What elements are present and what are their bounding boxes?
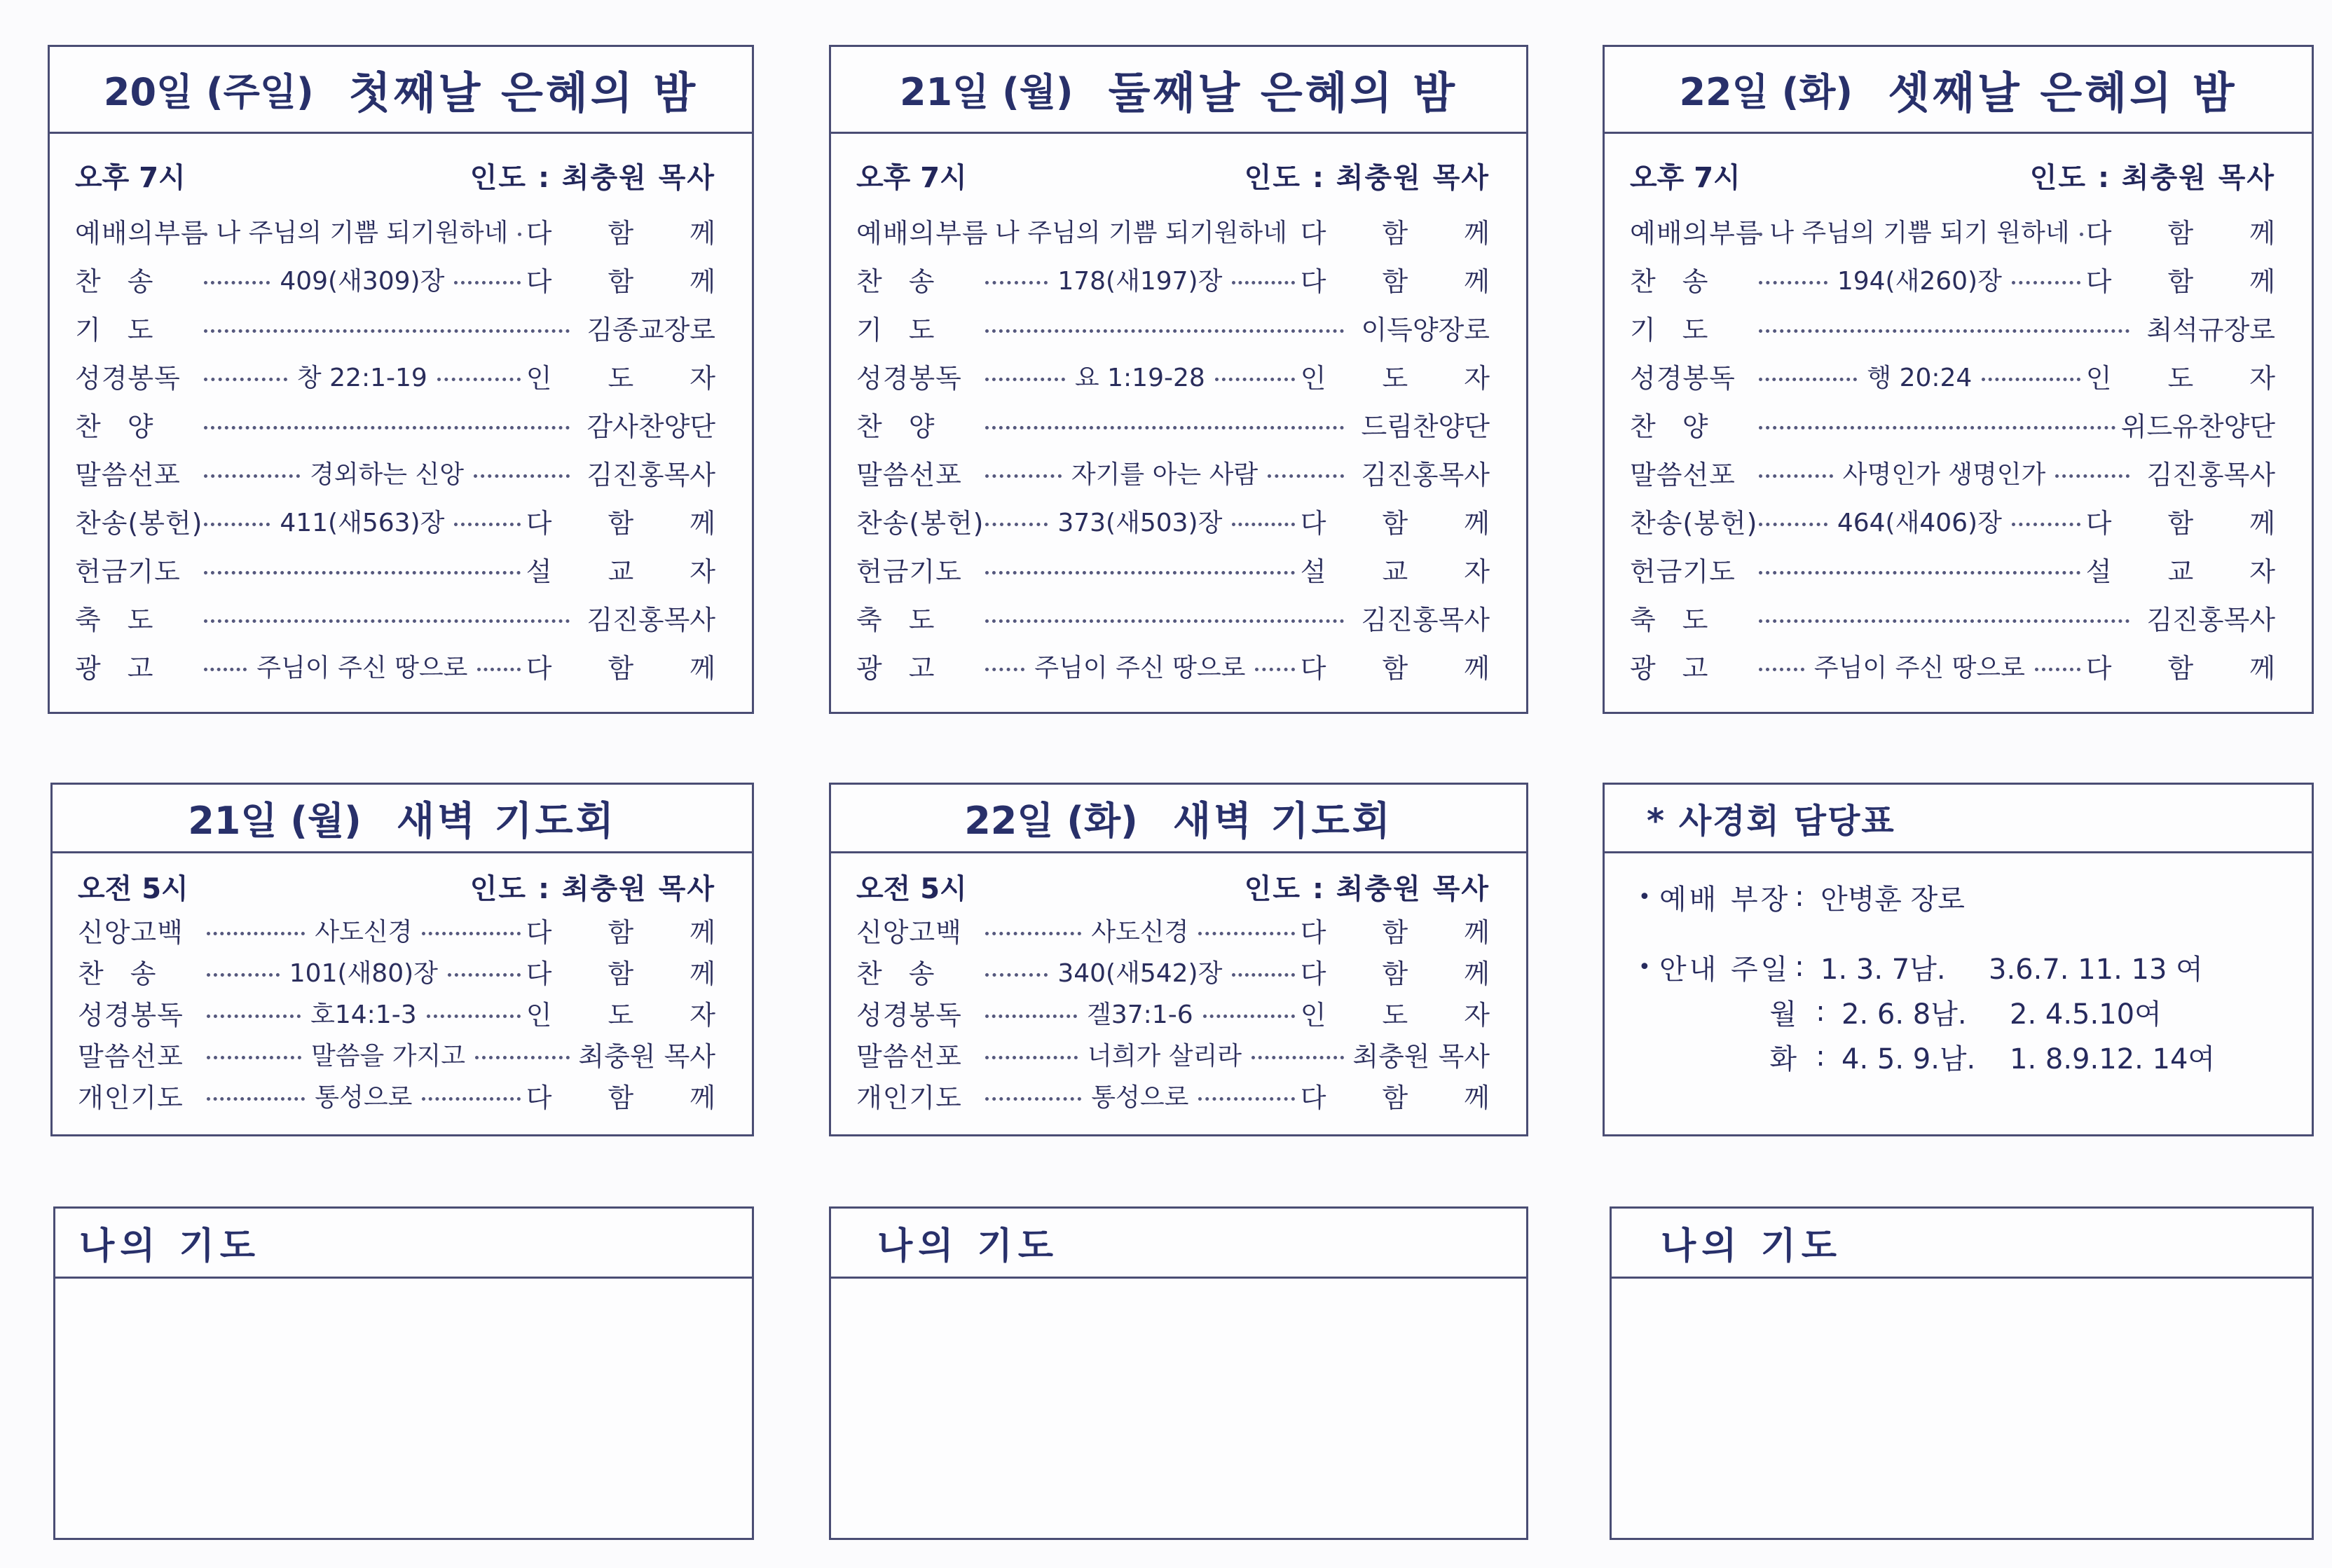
program-row: 찬송(봉헌) 373(새503)장 다 함 께 xyxy=(856,508,1514,539)
program-row: 찬송(봉헌) 411(새563)장 다 함 께 xyxy=(75,508,739,539)
program-row: 헌금기도 설 교 자 xyxy=(1630,556,2299,587)
evening-leader-2: 인도 : 최충원 목사 xyxy=(1244,161,1490,194)
dawn-rows-1 xyxy=(53,909,752,1116)
my-prayer-header-3 xyxy=(1612,1209,2312,1279)
program-row: 찬송 178(새197)장 다 함 께 xyxy=(856,266,1514,297)
program-row: 말씀선포 사명인가 생명인가 김진홍목사 xyxy=(1630,460,2275,490)
program-row: 개인기도 통성으로 다 함 께 xyxy=(78,1082,739,1113)
program-row: 기도 김종교장로 xyxy=(75,315,715,345)
evening-leader-3: 인도 : 최충원 목사 xyxy=(2029,161,2275,194)
my-prayer-header-1 xyxy=(55,1209,752,1279)
program-row: 성경봉독 요 1:19-28 인 도 자 xyxy=(856,363,1514,394)
program-row: 찬송(봉헌) 464(새406)장 다 함 께 xyxy=(1630,508,2299,539)
dawn-rows-2 xyxy=(831,909,1526,1116)
evening-header-3 xyxy=(1605,47,2312,134)
my-prayer-box-1 xyxy=(53,1206,754,1540)
evening-header-1 xyxy=(50,47,752,134)
dawn-date-2: 22일 (화) xyxy=(964,799,1138,843)
monday-men: 2. 6. 8남. xyxy=(1841,998,1967,1031)
tuesday-key: 화 xyxy=(1769,1043,1799,1075)
program-row: 찬송 101(새80)장 다 함 께 xyxy=(78,958,739,989)
worship-head-value: 안병훈 장로 xyxy=(1820,883,1965,916)
dawn-header-1 xyxy=(53,785,752,853)
program-row: 찬양 감사찬양단 xyxy=(75,411,715,442)
dawn-time-2: 오전 5시 xyxy=(856,872,967,905)
program-row: 개인기도 통성으로 다 함 께 xyxy=(856,1082,1514,1113)
program-row: 찬송 194(새260)장 다 함 께 xyxy=(1630,266,2299,297)
evening-rows-1 xyxy=(50,207,752,690)
bullet-icon: • xyxy=(1638,884,1651,909)
my-prayer-title-3: 나의 기도 xyxy=(1661,1225,1843,1267)
evening-date-3: 22일 (화) xyxy=(1679,70,1853,114)
evening-box-2 xyxy=(829,45,1528,714)
program-row: 광고 주님이 주신 땅으로 다 함 께 xyxy=(1630,653,2299,684)
monday-women: 2. 4.5.10여 xyxy=(2010,998,2162,1031)
evening-date-2: 21일 (월) xyxy=(899,70,1074,114)
program-row: 기도 최석규장로 xyxy=(1630,315,2275,345)
program-row: 예배의부름 나 주님의 기쁨 되기원하네 다 함 께 xyxy=(75,218,739,249)
evening-meta-1 xyxy=(50,155,752,195)
guide-monday-line: 월 : 2. 6. 8남. 2. 4.5.10여 xyxy=(1638,989,2312,1034)
program-row: 찬송 340(새542)장 다 함 께 xyxy=(856,958,1514,989)
duty-chart-body xyxy=(1605,853,2312,1079)
evening-meta-3 xyxy=(1605,155,2312,195)
program-row: 찬양 드림찬양단 xyxy=(856,411,1490,442)
evening-box-1 xyxy=(48,45,754,714)
evening-date-1: 20일 (주일) xyxy=(103,70,314,114)
evening-header-2 xyxy=(831,47,1526,134)
evening-title-2: 둘째날 은혜의 밤 xyxy=(1108,67,1458,118)
evening-title-3: 셋째날 은혜의 밤 xyxy=(1888,67,2237,118)
guide-tuesday-line: 화 : 4. 5. 9.남. 1. 8.9.12. 14여 xyxy=(1638,1034,2312,1079)
program-row: 성경봉독 겔37:1-6 인 도 자 xyxy=(856,1000,1514,1031)
program-row: 성경봉독 호14:1-3 인 도 자 xyxy=(78,1000,739,1031)
bullet-icon: • xyxy=(1638,954,1651,979)
monday-key: 월 xyxy=(1769,998,1799,1031)
program-row: 축도 김진홍목사 xyxy=(75,605,715,635)
dawn-date-1: 21일 (월) xyxy=(188,799,362,843)
program-row: 광고 주님이 주신 땅으로 다 함 께 xyxy=(856,653,1514,684)
program-row: 찬양 위드유찬양단 xyxy=(1630,411,2275,442)
worship-head-line: • 예배 부장 : 안병훈 장로 xyxy=(1638,874,2312,919)
dawn-title-1: 새벽 기도회 xyxy=(396,798,617,844)
program-row: 신앙고백 사도신경 다 함 께 xyxy=(78,917,739,948)
sunday-women: 3.6.7. 11. 13 여 xyxy=(1989,953,2203,986)
evening-leader-1: 인도 : 최충원 목사 xyxy=(469,161,715,194)
program-row: 신앙고백 사도신경 다 함 께 xyxy=(856,917,1514,948)
my-prayer-title-1: 나의 기도 xyxy=(79,1225,261,1267)
dawn-box-1 xyxy=(50,783,754,1136)
program-row: 예배의부름 나 주님의 기쁨 되기 원하네 다 함 께 xyxy=(1630,218,2299,249)
dawn-meta-2 xyxy=(831,866,1526,907)
evening-rows-2 xyxy=(831,207,1526,690)
dawn-title-2: 새벽 기도회 xyxy=(1172,798,1393,844)
duty-chart-title: * 사경회 담당표 xyxy=(1647,802,1895,841)
program-row: 헌금기도 설 교 자 xyxy=(75,556,739,587)
evening-time-1: 오후 7시 xyxy=(75,161,186,194)
evening-box-3 xyxy=(1603,45,2314,714)
evening-time-3: 오후 7시 xyxy=(1630,161,1741,194)
sunday-men: 1. 3. 7남. xyxy=(1820,953,1946,986)
guide-sunday-line: • 안내 주일 : 1. 3. 7남. 3.6.7. 11. 13 여 xyxy=(1638,944,2312,989)
duty-chart-header xyxy=(1605,785,2312,853)
evening-rows-3 xyxy=(1605,207,2312,690)
dawn-box-2 xyxy=(829,783,1528,1136)
dawn-leader-1: 인도 : 최충원 목사 xyxy=(469,872,715,905)
program-row: 기도 이득양장로 xyxy=(856,315,1490,345)
program-row: 말씀선포 자기를 아는 사람 김진홍목사 xyxy=(856,460,1490,490)
my-prayer-box-2 xyxy=(829,1206,1528,1540)
dawn-meta-1 xyxy=(53,866,752,907)
program-row: 축도 김진홍목사 xyxy=(1630,605,2275,635)
program-row: 말씀선포 너희가 살리라 최충원 목사 xyxy=(856,1041,1490,1072)
program-row: 축도 김진홍목사 xyxy=(856,605,1490,635)
program-row: 광고 주님이 주신 땅으로 다 함 께 xyxy=(75,653,739,684)
duty-chart-box xyxy=(1603,783,2314,1136)
evening-time-2: 오후 7시 xyxy=(856,161,967,194)
my-prayer-header-2 xyxy=(831,1209,1526,1279)
evening-meta-2 xyxy=(831,155,1526,195)
my-prayer-title-2: 나의 기도 xyxy=(877,1225,1059,1267)
dawn-time-1: 오전 5시 xyxy=(78,872,188,905)
evening-title-1: 첫째날 은혜의 밤 xyxy=(348,67,699,118)
my-prayer-box-3 xyxy=(1610,1206,2314,1540)
program-row: 말씀선포 말씀을 가지고 최충원 목사 xyxy=(78,1041,715,1072)
tuesday-women: 1. 8.9.12. 14여 xyxy=(2010,1043,2216,1075)
worship-head-key: 예배 부장 xyxy=(1659,883,1791,916)
program-row: 성경봉독 창 22:1-19 인 도 자 xyxy=(75,363,739,394)
program-row: 말씀선포 경외하는 신앙 김진홍목사 xyxy=(75,460,715,490)
program-row: 찬송 409(새309)장 다 함 께 xyxy=(75,266,739,297)
dawn-leader-2: 인도 : 최충원 목사 xyxy=(1244,872,1490,905)
tuesday-men: 4. 5. 9.남. xyxy=(1841,1043,1976,1075)
program-row: 성경봉독 행 20:24 인 도 자 xyxy=(1630,363,2299,394)
program-row: 헌금기도 설 교 자 xyxy=(856,556,1514,587)
program-row: 예배의부름 나 주님의 기쁨 되기원하네 다 함 께 xyxy=(856,218,1514,249)
guide-key: 안내 주일 xyxy=(1659,953,1791,986)
dawn-header-2 xyxy=(831,785,1526,853)
